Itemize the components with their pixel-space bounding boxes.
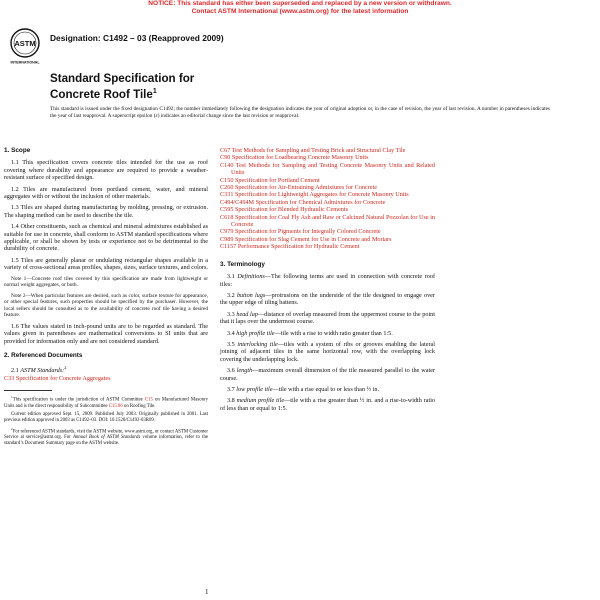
logo-text-top: ASTM <box>14 39 36 48</box>
footnote-2-text-b: volume information, refer to the standard’s Document Summary page on the ASTM website. <box>4 435 208 447</box>
left-column <box>4 147 208 449</box>
definition-text: —distance of overlap measured from the uppermost course to the point that it laps over the undermost course. <box>220 310 435 326</box>
reference-code-link[interactable]: C260 <box>220 184 234 192</box>
footnote-2: $^2$For referenced ASTM standards, visit the ASTM website, www.astm.org, or contact ASTM Customer Service at service@astm.org. For Annual Book of ASTM Standards volume information, refer to the standard’s Document Summary page on the ASTM website. <box>4 426 209 447</box>
definition-term: length <box>236 367 253 375</box>
definition-text: —maximum overall dimension of the tile measured parallel to the water course. <box>220 367 435 382</box>
reference-item <box>220 162 435 177</box>
notice-line-1: NOTICE: This standard has either been superseded and replaced by a new version or withdrawn. <box>148 0 452 7</box>
reference-title-link[interactable]: Specification for Air-Entraining Admixtures for Concrete <box>234 184 377 192</box>
reference-title-link[interactable]: Specification for Lightweight Aggregates for Concrete Masonry Units <box>234 191 409 199</box>
designation: Designation: C1492 – 03 (Reapproved 2009) <box>50 33 224 43</box>
paragraph-1-5: 1.5 Tiles are generally planar or undulating rectangular shapes available in a variety of cross-sectional areas profiles, shapes, sizes, surface textures, and colors. <box>4 256 208 272</box>
right-column <box>220 147 435 416</box>
astm-logo <box>8 27 42 65</box>
definition-3-1 <box>220 273 435 288</box>
section-heading-scope: 1. Scope <box>4 147 31 154</box>
paragraph-1-3: 1.3 Tiles are shaped during manufacturing by molding, pressing, or extrusion. The shaping method can be used to describe the tile. <box>4 204 208 219</box>
issuance-statement: This standard is issued under the fixed designation C1492; the number immediately following the designation indicates the year of original adoption or, in the case of revision, the year of last revision. A number in parentheses indicates the year of last reapproval. A superscript epsilon (ε) indicates an editorial change since the last revision or reapproval. <box>50 106 550 119</box>
paragraph-1-4: 1.4 Other constituents, such as chemical and mineral admixtures established as suitable for use in concrete, shall conform to ASTM standard specifications where applicable, or shall be shown by tests or experience not to be detrimental to the durability of concrete. <box>4 223 208 253</box>
footnote-1: $^1$This specification is under the jurisdiction of ASTM Committee C15 on Manufactured Masonry Units and is the direct responsibility of Subcommittee C15.06 on Roofing Tile. <box>4 395 208 409</box>
footnote-1-text-a: This specification is under the jurisdiction of ASTM Committee <box>12 397 145 403</box>
reference-item <box>220 147 435 154</box>
paragraph-1-2: 1.2 Tiles are manufactured from portland cement, water, and mineral aggregates with or without the inclusion of other materials. <box>4 185 208 201</box>
reference-item <box>220 243 435 250</box>
definition-term: button lugs <box>236 291 266 299</box>
footnote-1-text-b: on Manufactured Masonry Units and is the direct responsibility of Subcommittee <box>4 397 208 409</box>
reference-code-link[interactable]: C33 <box>4 374 15 382</box>
reference-code-link[interactable]: C618 <box>220 213 234 221</box>
definition-3-6 <box>220 367 435 382</box>
reference-list <box>220 147 435 251</box>
reference-code-link[interactable]: C90 <box>220 154 231 162</box>
definition-text: —The following terms are used in connection with concrete roof tiles: <box>220 273 436 288</box>
definition-term: low profile tile <box>236 385 273 393</box>
reference-code-link[interactable]: C150 <box>220 176 234 184</box>
reference-code-link[interactable]: C595 <box>220 206 234 214</box>
reference-title-link[interactable]: Specification for Pigments for Integrally Colored Concrete <box>234 228 381 236</box>
reference-code-link[interactable]: C1157 <box>220 243 237 251</box>
definition-text: —tiles with a system of ribs or grooves enabling the lateral joining of adjacent tiles in the same horizontal row, with the overlapping lock covering the underlapping lock. <box>220 340 436 363</box>
footnote-divider <box>4 390 52 391</box>
definition-term: Definitions <box>237 273 265 281</box>
definition-number: 3.5 <box>227 340 238 348</box>
footnote-1-text-c: on Roofing Tile. <box>122 403 156 409</box>
title-line-1: Standard Specification for <box>50 72 195 85</box>
reference-item <box>220 228 435 235</box>
astm-standards-label: ASTM Standards: <box>20 367 65 375</box>
footnote-2-text-a: For referenced ASTM standards, visit the ASTM website, www.astm.org, or contact ASTM Customer Service at service@astm.org. For <box>4 429 209 441</box>
definition-term: interlocking tile <box>237 340 278 348</box>
reference-item <box>220 191 435 198</box>
section-heading-referenced-documents: 2. Referenced Documents <box>4 351 83 359</box>
committee-link[interactable]: C15 <box>144 397 153 403</box>
reference-item <box>220 214 435 229</box>
footnote-1-edition: Current edition approved Sept. 15, 2009. Published July 2003. Originally published in 2001. Last previous edition approved in 2003 as C1492–03. DOI: 10.1520/C1492-03R09. <box>4 411 208 423</box>
reference-title-link[interactable]: Performance Specification for Hydraulic Cement <box>237 243 360 251</box>
definition-number: 3.2 <box>227 291 237 299</box>
definition-text: —tile with a rise to width ratio greater than 1:5. <box>274 329 393 337</box>
definition-number: 3.7 <box>227 385 237 393</box>
reference-code-link[interactable]: C989 <box>220 235 234 243</box>
paragraph-1-6: 1.6 The values stated in inch-pound units are to be regarded as standard. The values given in parentheses are mathematical conversions to SI units that are provided for information only and are not considered standard. <box>4 322 208 345</box>
reference-title-link[interactable]: Specification for Loadbearing Concrete Masonry Units <box>231 154 369 162</box>
notice-line-2: Contact ASTM International (www.astm.org) for the latest information <box>191 8 409 15</box>
reference-item <box>220 206 435 213</box>
reference-item <box>220 184 435 191</box>
definition-number: 3.8 <box>227 397 237 405</box>
footnote-2-italic: Annual Book of ASTM Standards <box>72 435 141 441</box>
note-2: Note 2—When particular features are desired, such as color, surface texture for appearance, or other special features, such properties should be specified by the purchaser. However, the local sellers should be consulted as to the availability of concrete roof tile having a desired feature. <box>4 292 208 319</box>
reference-c33 <box>4 375 208 382</box>
title-line-2: Concrete Roof Tile <box>50 87 153 101</box>
paragraph-2-1 <box>4 364 208 374</box>
definition-number: 3.4 <box>227 329 237 337</box>
logo-text-bottom: INTERNATIONAL <box>10 60 40 65</box>
definition-3-3 <box>220 311 435 326</box>
definition-term: high profile tile <box>236 329 275 337</box>
definition-3-8 <box>220 397 435 412</box>
reference-item <box>220 154 435 161</box>
definition-3-2 <box>220 292 435 307</box>
reference-item <box>220 199 435 206</box>
definition-3-4 <box>220 330 435 337</box>
definition-3-7 <box>220 386 435 393</box>
definition-text: —protrusions on the underside of the tile designed to engage over the upper edge of tiling battens. <box>220 291 435 307</box>
reference-title-link[interactable]: Test Methods for Sampling and Testing Concrete Masonry Units and Related Units <box>231 161 435 177</box>
definition-term: medium profile tile <box>236 397 285 405</box>
reference-code-link[interactable]: C331 <box>220 191 234 199</box>
reference-code-link[interactable]: C494/C494M <box>220 198 255 206</box>
reference-item <box>220 236 435 243</box>
reference-code-link[interactable]: C979 <box>220 228 234 236</box>
definition-3-5 <box>220 341 435 363</box>
note-1: Note 1—Concrete roof tiles covered by this specification are made from lightweight or normal weight aggregates, or both. <box>4 275 208 289</box>
definition-text: —tile with a rise greater than ½ in. and a rise-to-width ratio of less than or equal to 1:5. <box>220 397 436 412</box>
paragraph-1-1: 1.1 This specification covers concrete tiles intended for the use as roof covering where durability and appearance are required to provide a weather-resistant surface of specified design. <box>4 159 208 182</box>
reference-item <box>220 177 435 184</box>
definition-number: 3.6 <box>227 367 237 375</box>
definition-text: —tile with a rise equal to or less than ½ in. <box>272 385 380 393</box>
reference-title-link[interactable]: Specification for Blended Hydraulic Cements <box>234 206 349 214</box>
reference-code-link[interactable]: C140 <box>220 161 234 169</box>
footnote-mark-2: 2 <box>64 365 67 371</box>
section-heading-terminology: 3. Terminology <box>220 260 265 268</box>
paragraph-2-1-number: 2.1 <box>11 367 21 375</box>
page-number: 1 <box>205 588 209 596</box>
reference-title-link[interactable]: Specification for Coal Fly Ash and Raw or Calcined Natural Pozzolan for Use in Concrete <box>231 213 436 229</box>
definition-number: 3.3 <box>227 310 237 318</box>
reference-title-link[interactable]: Specification for Chemical Admixtures for Concrete <box>255 198 386 206</box>
definition-number: 3.1 <box>227 273 238 281</box>
reference-code-link[interactable]: C67 <box>220 147 231 154</box>
reference-title-link[interactable]: Specification for Concrete Aggregates <box>15 374 111 382</box>
reference-title-link[interactable]: Specification for Portland Cement <box>234 176 320 184</box>
document-title <box>50 72 194 101</box>
reference-title-link[interactable]: Test Methods for Sampling and Testing Brick and Structural Clay Tile <box>231 147 406 154</box>
subcommittee-link[interactable]: C15.06 <box>108 403 123 409</box>
supersession-notice <box>0 0 600 16</box>
reference-title-link[interactable]: Specification for Slag Cement for Use in Concrete and Mortars <box>234 235 392 243</box>
title-footnote-mark: 1 <box>152 88 157 95</box>
definition-term: head lap <box>236 310 258 318</box>
